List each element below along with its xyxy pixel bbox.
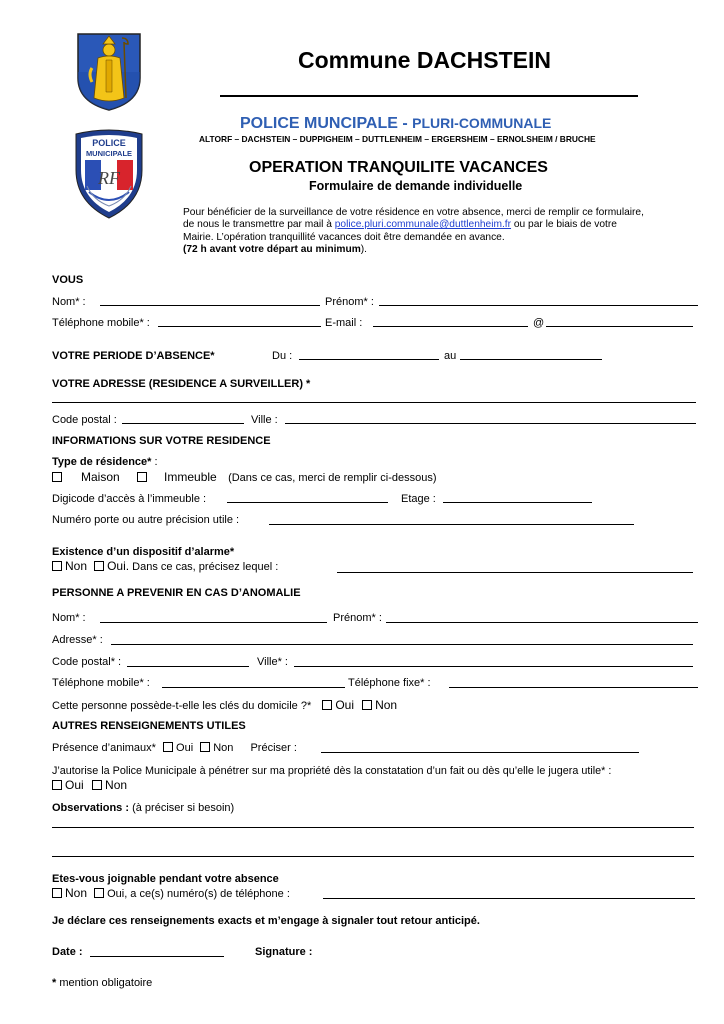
vous-nom-field[interactable] [100,305,320,306]
svg-text:POLICE: POLICE [92,138,126,148]
type-residence-options: Maison Immeuble (Dans ce cas, merci de remplir ci-dessous) [52,471,437,485]
personne-adresse-field[interactable] [111,644,693,645]
joignable-telephone-field[interactable] [323,898,695,899]
personne-nom-field[interactable] [100,622,327,623]
vous-email-user-field[interactable] [373,326,528,327]
commune-title: Commune DACHSTEIN [298,47,552,73]
personne-tel-mobile-label: Téléphone mobile* : [52,677,150,689]
intro-line-4: (72 h avant votre départ au minimum). [183,243,367,255]
alarme-non-checkbox[interactable] [52,561,62,571]
animaux-row: Présence d’animaux* Oui Non Préciser : [52,742,297,754]
police-title: POLICE MUNCIPALE - PLURI-COMMUNALE [240,115,552,132]
observations-field-line-1[interactable] [52,827,694,828]
periode-au-label: au [444,350,457,362]
section-adresse-heading: VOTRE ADRESSE (RESIDENCE A SURVEILLER) * [52,378,311,390]
intro-line-3: Mairie. L’opération tranquillité vacances doit être demandée en avance. [183,231,505,243]
personne-code-postal-label: Code postal* : [52,656,122,668]
personne-ville-field[interactable] [294,666,693,667]
immeuble-checkbox[interactable] [137,472,147,482]
declaration-text: Je déclare ces renseignements exacts et m’engage à signaler tout retour anticipé. [52,915,480,927]
autorisation-options: Oui Non [52,779,127,792]
type-residence-label: Type de résidence* : [52,456,158,468]
digicode-label: Digicode d’accès à l’immeuble : [52,493,207,505]
alarme-oui-checkbox[interactable] [94,561,104,571]
vous-prenom-label: Prénom* : [325,296,374,308]
periode-du-field[interactable] [299,359,439,360]
vous-nom-label: Nom* : [52,296,86,308]
adresse-ville-label: Ville : [251,414,278,426]
section-residence-heading: INFORMATIONS SUR VOTRE RESIDENCE [52,435,271,447]
email-link[interactable]: police.pluri.communale@duttlenheim.fr [334,219,512,231]
operation-title: OPERATION TRANQUILITE VACANCES [249,159,548,176]
date-label: Date : [52,946,83,958]
communes-list: ALTORF – DACHSTEIN – DUPPIGHEIM – DUTTLENHEIM – ERGERSHEIM – ERNOLSHEIM / BRUCHE [199,134,596,144]
etage-field[interactable] [443,502,592,503]
intro-line-1: Pour bénéficier de la surveillance de votre résidence en votre absence, merci de remplir ce formulaire, [183,207,644,218]
adresse-ville-field[interactable] [285,423,696,424]
section-periode-heading: VOTRE PERIODE D’ABSENCE* [52,350,215,362]
personne-tel-fixe-label: Téléphone fixe* : [348,677,431,689]
personne-prenom-field[interactable] [386,622,698,623]
intro-line-2: de nous le transmettre par mail à police.pluri.communale@duttlenheim.fr ou par le biais de votre [183,219,617,231]
autorisation-text: J’autorise la Police Municipale à pénétrer sur ma propriété dès la constatation d’un fait ou dès qu’elle le jugera utile* : [52,765,612,777]
adresse-field[interactable] [52,402,696,403]
alarme-label: Existence d’un dispositif d’alarme* [52,546,235,558]
cles-non-checkbox[interactable] [362,700,372,710]
mention-obligatoire: * mention obligatoire [52,977,153,989]
personne-prenom-label: Prénom* : [333,612,382,624]
vous-telephone-label: Téléphone mobile* : [52,317,150,329]
animaux-oui-checkbox[interactable] [163,742,173,752]
vous-prenom-field[interactable] [379,305,698,306]
dachstein-crest-icon [76,32,142,112]
animaux-non-checkbox[interactable] [200,742,210,752]
etage-label: Etage : [401,493,436,505]
periode-du-label: Du : [272,350,293,362]
vous-email-label: E-mail : [325,317,363,329]
numero-porte-label: Numéro porte ou autre précision utile : [52,514,240,526]
joignable-options: Non Oui, a ce(s) numéro(s) de téléphone : [52,887,290,901]
animaux-preciser-field[interactable] [321,752,639,753]
police-municipale-badge-icon [73,128,145,220]
header-rule [220,95,638,97]
maison-checkbox[interactable] [52,472,62,482]
date-field[interactable] [90,956,224,957]
vous-telephone-field[interactable] [158,326,321,327]
numero-porte-field[interactable] [269,524,634,525]
operation-subtitle: Formulaire de demande individuelle [309,179,523,193]
section-autres-heading: AUTRES RENSEIGNEMENTS UTILES [52,720,246,732]
autorisation-non-checkbox[interactable] [92,780,102,790]
section-vous-heading: VOUS [52,274,84,286]
adresse-code-postal-label: Code postal : [52,414,117,426]
personne-ville-label: Ville* : [257,656,288,668]
personne-tel-mobile-field[interactable] [162,687,345,688]
intro-paragraph [183,207,644,256]
signature-label: Signature : [255,946,313,958]
periode-au-field[interactable] [460,359,602,360]
observations-label: Observations : (à préciser si besoin) [52,802,235,814]
svg-text:RF: RF [98,168,120,188]
section-personne-heading: PERSONNE A PREVENIR EN CAS D’ANOMALIE [52,587,301,599]
svg-text:MUNICIPALE: MUNICIPALE [85,149,133,158]
personne-nom-label: Nom* : [52,612,86,624]
observations-field-line-2[interactable] [52,856,694,857]
personne-tel-fixe-field[interactable] [449,687,698,688]
personne-adresse-label: Adresse* : [52,634,103,646]
vous-email-domain-field[interactable] [546,326,693,327]
adresse-code-postal-field[interactable] [122,423,244,424]
alarme-precision-field[interactable] [337,572,693,573]
joignable-oui-checkbox[interactable] [94,888,104,898]
vous-email-at: @ [533,317,545,329]
alarme-options: Non Oui. Dans ce cas, précisez lequel : [52,560,278,574]
personne-code-postal-field[interactable] [127,666,249,667]
joignable-non-checkbox[interactable] [52,888,62,898]
cles-oui-checkbox[interactable] [322,700,332,710]
autorisation-oui-checkbox[interactable] [52,780,62,790]
digicode-field[interactable] [227,502,388,503]
personne-cles-row: Cette personne possède-t-elle les clés du domicile ?* Oui Non [52,698,398,712]
joignable-heading: Etes-vous joignable pendant votre absence [52,873,279,885]
